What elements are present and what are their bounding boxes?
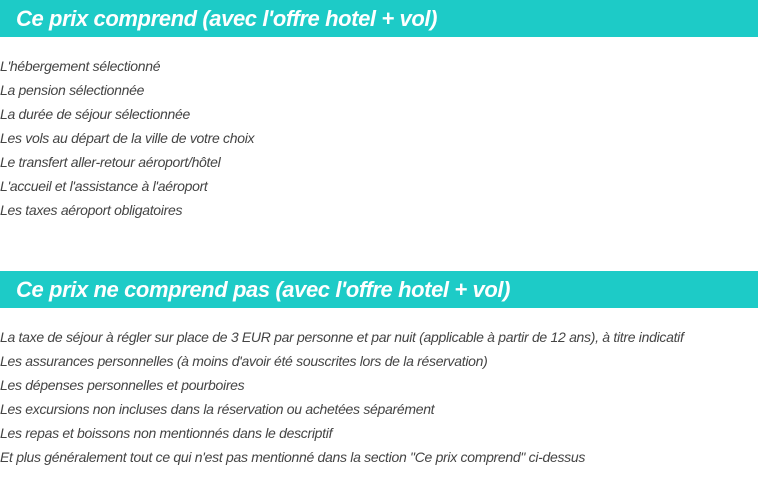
price-includes-list (0, 54, 758, 222)
list-item: Et plus généralement tout ce qui n'est pas mentionné dans la section "Ce prix comprend" ci-dessus (0, 449, 586, 465)
list-item: Les assurances personnelles (à moins d'avoir été souscrites lors de la réservation) (0, 353, 488, 369)
list-item: Les dépenses personnelles et pourboires (0, 377, 245, 393)
price-excludes-list (0, 325, 758, 469)
list-item: La taxe de séjour à régler sur place de 3 EUR par personne et par nuit (applicable à partir de 12 ans), à titre indicatif (0, 329, 684, 345)
list-item: La pension sélectionnée (0, 82, 145, 98)
list-item: Les taxes aéroport obligatoires (0, 202, 183, 218)
list-item: Les vols au départ de la ville de votre choix (0, 130, 255, 146)
list-item: L'hébergement sélectionné (0, 58, 161, 74)
price-includes-banner (0, 0, 758, 37)
price-excludes-title: Ce prix ne comprend pas (avec l'offre hotel + vol) (16, 276, 511, 302)
price-excludes-banner (0, 271, 758, 308)
list-item: Les repas et boissons non mentionnés dans le descriptif (0, 425, 333, 441)
list-item: L'accueil et l'assistance à l'aéroport (0, 178, 208, 194)
list-item: Le transfert aller-retour aéroport/hôtel (0, 154, 221, 170)
price-excludes-section (0, 271, 758, 469)
list-item: La durée de séjour sélectionnée (0, 106, 190, 122)
price-includes-section (0, 0, 758, 222)
list-item: Les excursions non incluses dans la réservation ou achetées séparément (0, 401, 435, 417)
price-includes-title: Ce prix comprend (avec l'offre hotel + vol) (16, 5, 438, 31)
